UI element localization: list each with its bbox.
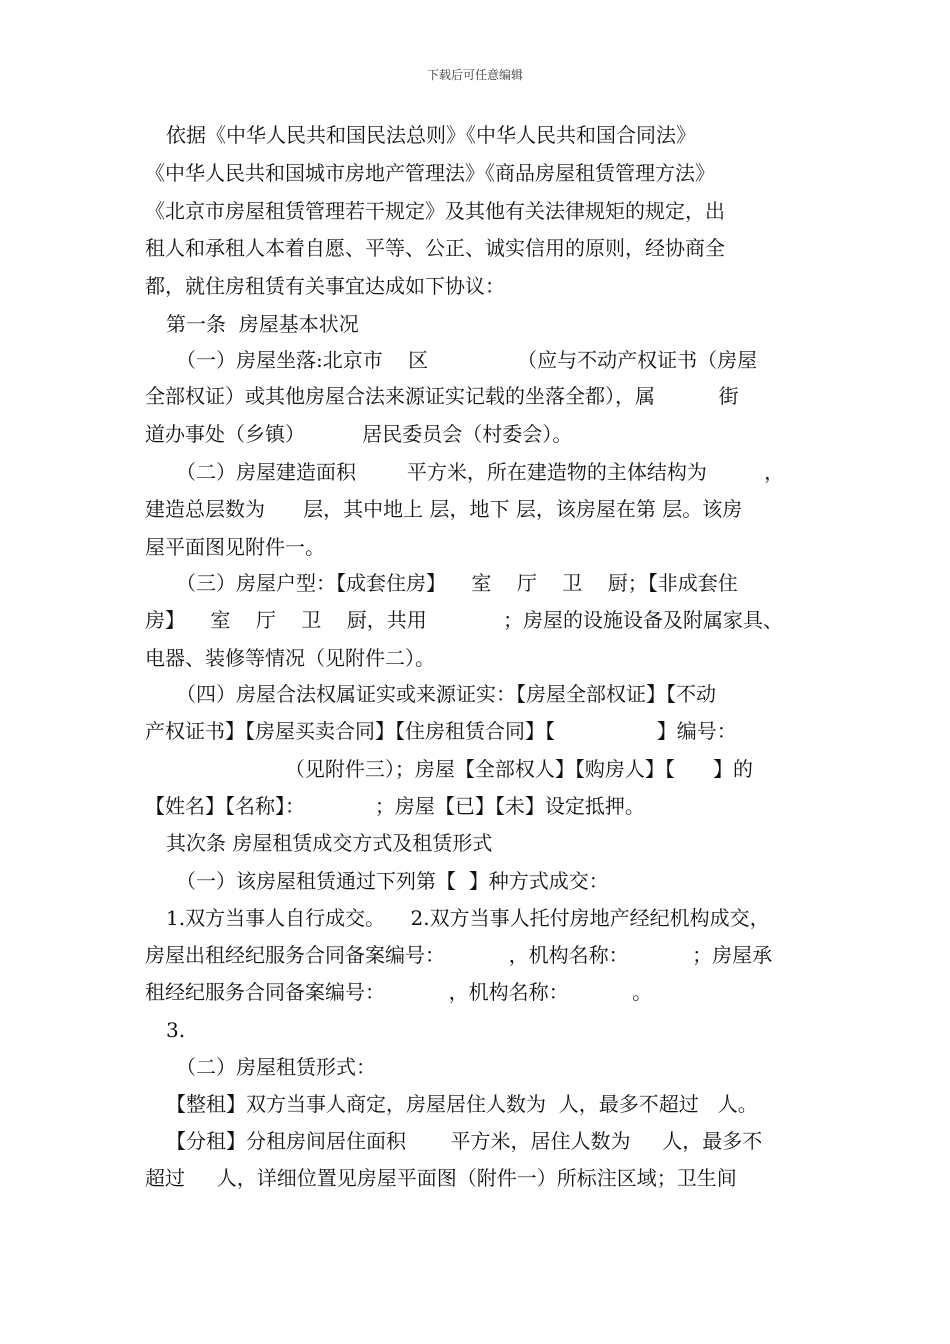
text-line: 屋平面图见附件一。 (145, 535, 325, 559)
text-line: （二）房屋租赁形式： (176, 1055, 376, 1079)
text-line: 【整租】双方当事人商定，房屋居住人数为 人，最多不超过 人。 (166, 1092, 758, 1116)
text-line: （见附件三）；房屋【全部权人】【购房人】【 】的 (145, 757, 754, 781)
text-line: 租经纪服务合同备案编号： ，机构名称： 。 (145, 980, 653, 1004)
text-line: 《中华人民共和国城市房地产管理法》《商品房屋租赁管理方法》 (145, 161, 715, 185)
text-line: （三）房屋户型：【成套住房】 室 厅 卫 厨；【非成套住 (176, 571, 738, 595)
text-line: 【姓名】【名称】： ；房屋【已】【未】设定抵押。 (145, 794, 645, 818)
section-heading: 第一条 房屋基本状况 (166, 312, 359, 336)
text-line: 电器、装修等情况（见附件二）。 (145, 646, 435, 670)
section-heading: 其次条 房屋租赁成交方式及租赁形式 (166, 831, 493, 855)
page-header: 下载后可任意编辑 (426, 68, 523, 82)
text-line: （一）房屋坐落:北京市 区 （应与不动产权证书（房屋 (176, 348, 758, 372)
text-line: 1.双方当事人自行成交。 2.双方当事人托付房地产经纪机构成交， (166, 906, 770, 930)
text-line: 产权证书】【房屋买卖合同】【住房租赁合同】【 】编号： (145, 719, 737, 743)
text-line: 超过 人，详细位置见房屋平面图（附件一）所标注区域；卫生间 (145, 1166, 737, 1190)
text-line: 全部权证）或其他房屋合法来源证实记载的坐落全都），属 街 (145, 384, 739, 408)
text-line: 房】 室 厅 卫 厨，共用 ；房屋的设施设备及附属家具、 (145, 608, 784, 632)
text-line: 3. (166, 1018, 186, 1042)
text-line: 【分租】分租房间居住面积 平方米，居住人数为 人，最多不 (166, 1129, 763, 1153)
text-line: 建造总层数为 层，其中地上 层，地下 层，该房屋在第 层。该房 (145, 497, 743, 521)
text-line: 房屋出租经纪服务合同备案编号： ，机构名称： ；房屋承 (145, 943, 773, 967)
text-line: 道办事处（乡镇） 居民委员会（村委会）。 (145, 422, 573, 446)
text-line: 《北京市房屋租赁管理若干规定》及其他有关法律规矩的规定，出 (145, 199, 725, 223)
text-line: 租人和承租人本着自愿、平等、公正、诚实信用的原则，经协商全 (145, 236, 725, 260)
text-line: 依据《中华人民共和国民法总则》《中华人民共和国合同法》 (166, 123, 696, 147)
text-line: （四）房屋合法权属证实或来源证实：【房屋全部权证】【不动 (176, 682, 716, 706)
text-line: （一）该房屋租赁通过下列第【 】种方式成交： (176, 869, 609, 893)
text-line: （二）房屋建造面积 平方米，所在建造物的主体结构为 ， (176, 460, 785, 484)
text-line: 都，就住房租赁有关事宜达成如下协议： (145, 274, 505, 298)
